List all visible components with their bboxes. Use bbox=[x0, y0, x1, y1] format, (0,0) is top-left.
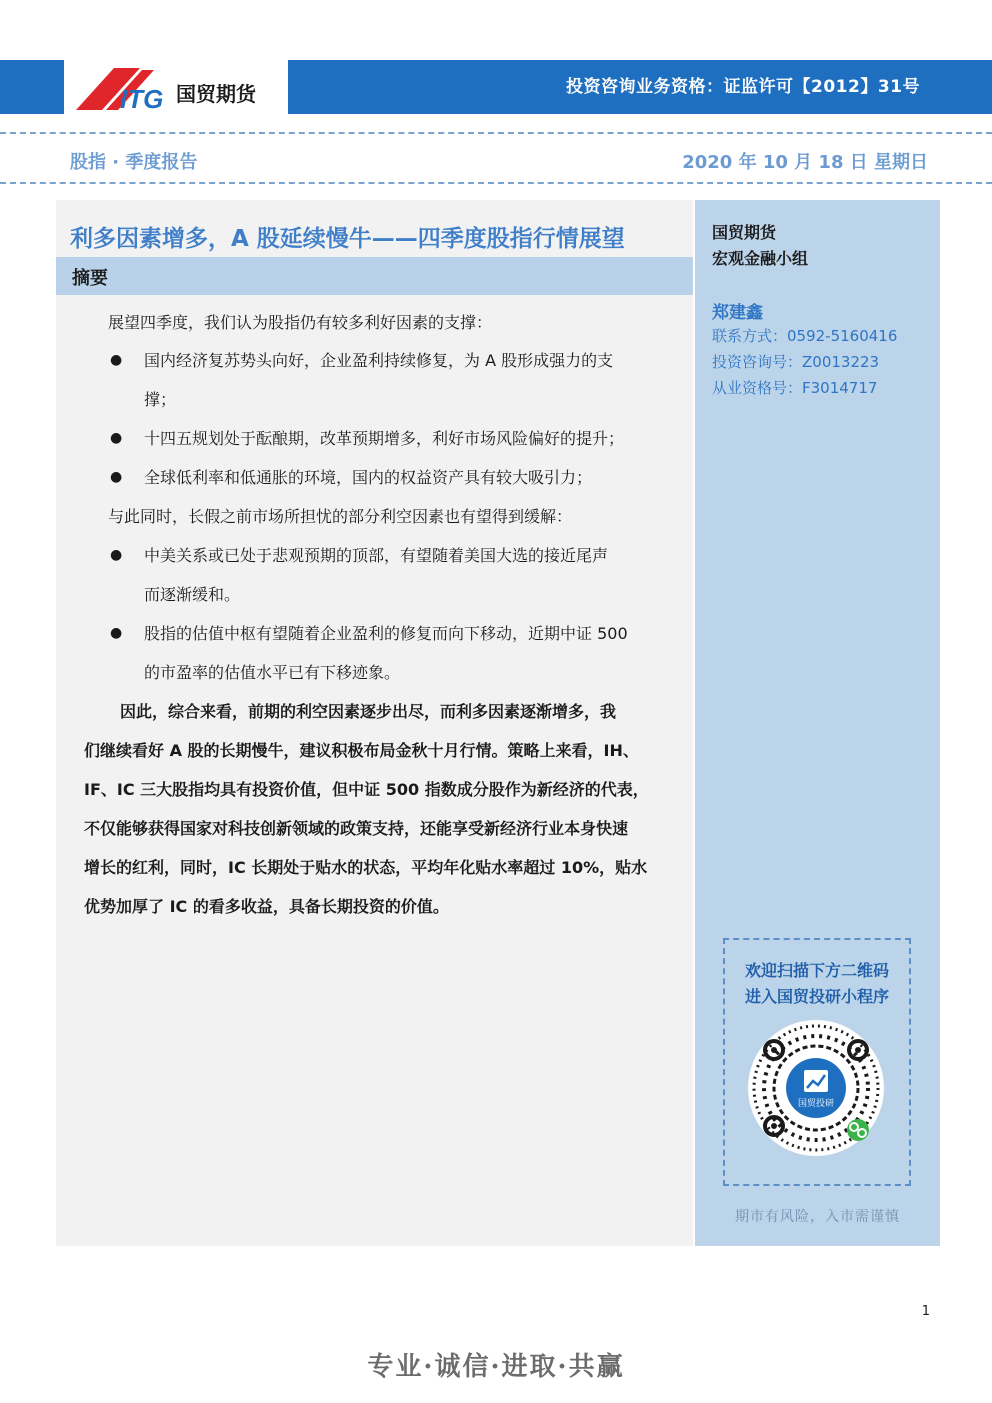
consult-number: 投资咨询号：Z0013223 bbox=[712, 353, 880, 371]
summary-point-1-cont: 撑； bbox=[144, 390, 177, 409]
report-type: 股指 · 季度报告 bbox=[70, 152, 198, 173]
summary-mitigation-intro: 与此同时，长假之前市场所担忧的部分利空因素也有望得到缓解： bbox=[108, 507, 573, 526]
header-band-left bbox=[0, 60, 64, 114]
summary-point-4-cont: 而逐渐缓和。 bbox=[144, 585, 241, 604]
analyst-name: 郑建鑫 bbox=[712, 303, 763, 323]
divider-bottom bbox=[0, 182, 992, 184]
abstract-label: 摘要 bbox=[72, 268, 108, 289]
logo-text: 国贸期货 bbox=[176, 82, 256, 106]
footer-slogan: 专业·诚信·进取·共赢 bbox=[367, 1352, 625, 1382]
abstract-bar bbox=[56, 257, 693, 295]
report-date: 2020 年 10 月 18 日 星期日 bbox=[682, 152, 928, 173]
bullet-icon: ● bbox=[110, 625, 123, 641]
qr-center-label: 国贸投研 bbox=[797, 1099, 835, 1109]
qr-caption-1: 欢迎扫描下方二维码 bbox=[744, 961, 889, 980]
qr-code-icon[interactable] bbox=[746, 1018, 886, 1158]
logo-letters: ITG bbox=[120, 84, 164, 112]
conclusion-line-4: 不仅能够获得国家对科技创新领域的政策支持，还能享受新经济行业本身快速 bbox=[84, 819, 629, 838]
conclusion-line-2: 们继续看好 A 股的长期慢牛，建议积极布局金秋十月行情。策略上来看，IH、 bbox=[84, 741, 639, 760]
sidebar-org: 国贸期货 bbox=[712, 223, 777, 242]
report-title: 利多因素增多，A 股延续慢牛——四季度股指行情展望 bbox=[70, 226, 625, 252]
divider-top bbox=[0, 132, 992, 134]
bullet-icon: ● bbox=[110, 547, 123, 563]
conclusion-line-3: IF、IC 三大股指均具有投资价值，但中证 500 指数成分股作为新经济的代表， bbox=[84, 780, 649, 799]
license-text: 投资咨询业务资格：证监许可【2012】31号 bbox=[566, 77, 920, 97]
page-number: 1 bbox=[921, 1304, 930, 1319]
conclusion-line-1: 因此，综合来看，前期的利空因素逐步出尽，而利多因素逐渐增多，我 bbox=[120, 702, 617, 721]
bullet-icon: ● bbox=[110, 352, 123, 368]
summary-point-1: 国内经济复苏势头向好，企业盈利持续修复，为 A 股形成强力的支 bbox=[144, 351, 614, 370]
bullet-icon: ● bbox=[110, 430, 123, 446]
summary-point-3: 全球低利率和低通胀的环境，国内的权益资产具有较大吸引力； bbox=[144, 468, 593, 487]
sidebar-group: 宏观金融小组 bbox=[712, 249, 809, 268]
bullet-icon: ● bbox=[110, 469, 123, 485]
summary-intro: 展望四季度，我们认为股指仍有较多利好因素的支撑： bbox=[108, 313, 493, 332]
summary-point-2: 十四五规划处于酝酿期，改革预期增多，利好市场风险偏好的提升； bbox=[144, 429, 625, 448]
summary-point-4: 中美关系或已处于悲观预期的顶部，有望随着美国大选的接近尾声 bbox=[144, 546, 609, 565]
conclusion-line-5: 增长的红利，同时，IC 长期处于贴水的状态，平均年化贴水率超过 10%，贴水 bbox=[84, 858, 648, 877]
contact-phone: 联系方式：0592-5160416 bbox=[712, 327, 898, 345]
summary-point-5: 股指的估值中枢有望随着企业盈利的修复而向下移动，近期中证 500 bbox=[144, 624, 628, 643]
qr-caption-2: 进入国贸投研小程序 bbox=[744, 987, 889, 1006]
risk-notice: 期市有风险，入市需谨慎 bbox=[735, 1209, 900, 1225]
summary-point-5-cont: 的市盈率的估值水平已有下移迹象。 bbox=[144, 663, 401, 682]
conclusion-line-6: 优势加厚了 IC 的看多收益，具备长期投资的价值。 bbox=[84, 897, 449, 916]
qualification-number: 从业资格号：F3014717 bbox=[712, 379, 878, 397]
